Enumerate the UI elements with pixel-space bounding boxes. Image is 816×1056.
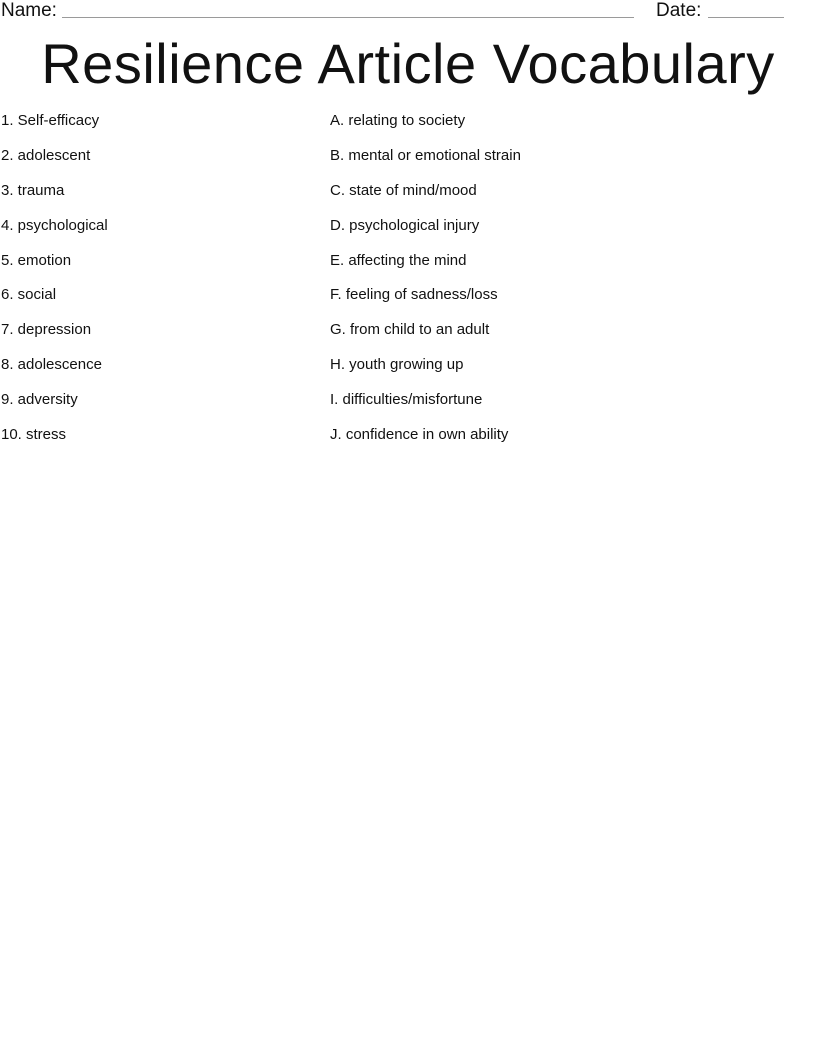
term-item: 8. adolescence [1, 356, 102, 374]
term-item: 10. stress [1, 426, 67, 444]
term-item: 9. adversity [1, 391, 78, 409]
worksheet-header [0, 0, 816, 24]
term-item: 1. Self-efficacy [1, 112, 100, 129]
term-item: 2. adolescent [1, 146, 91, 164]
definition-item: J. confidence in own ability [330, 426, 509, 444]
definition-item: F. feeling of sadness/loss [330, 286, 498, 304]
term-item: 4. psychological [1, 216, 108, 234]
term-item: 5. emotion [1, 251, 72, 269]
term-item: 6. social [1, 286, 57, 304]
definition-item: E. affecting the mind [330, 251, 467, 269]
date-blank-line [708, 17, 784, 18]
definition-item: B. mental or emotional strain [330, 146, 521, 164]
page-title: Resilience Article Vocabulary [41, 32, 775, 95]
definition-item: C. state of mind/mood [330, 181, 477, 199]
name-label: Name: [1, 0, 57, 21]
definition-item: I. difficulties/misfortune [330, 391, 483, 409]
definition-item: A. relating to society [330, 112, 466, 129]
terms-list [1, 110, 301, 459]
name-blank-line [62, 17, 634, 18]
definition-item: G. from child to an adult [330, 321, 490, 339]
term-item: 3. trauma [1, 181, 65, 199]
date-label: Date: [656, 0, 702, 21]
term-item: 7. depression [1, 321, 92, 339]
definition-item: H. youth growing up [330, 356, 464, 374]
definition-item: D. psychological injury [330, 216, 480, 234]
definitions-list [330, 110, 750, 459]
